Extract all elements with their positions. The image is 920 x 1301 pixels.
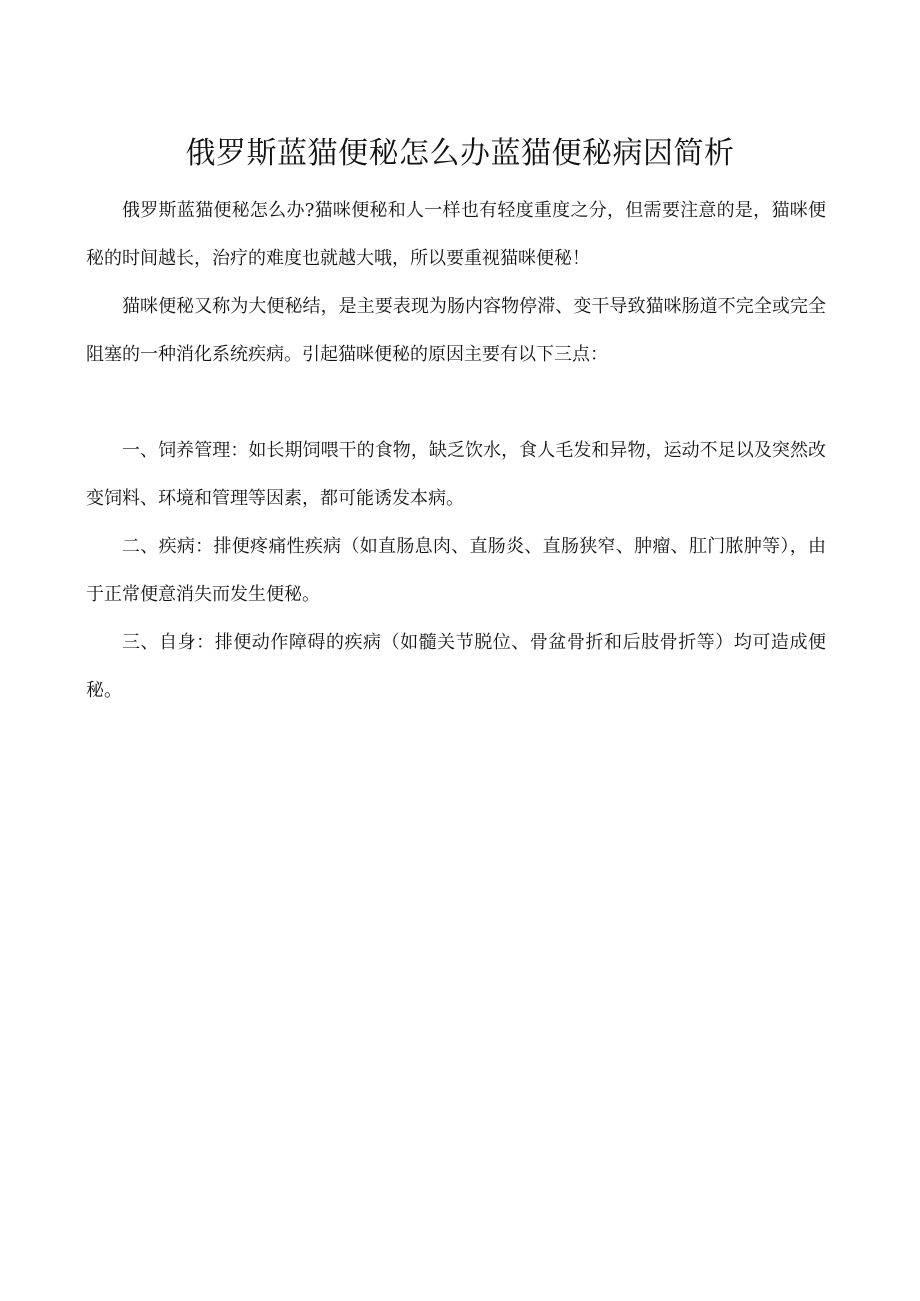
paragraph-cause-disease: 二、疾病：排便疼痛性疾病（如直肠息肉、直肠炎、直肠狭窄、肿瘤、肛门脓肿等），由于正常便意消失而发生便秘。 xyxy=(86,536,826,605)
document-body xyxy=(86,187,826,715)
paragraph-definition: 猫咪便秘又称为大便秘结，是主要表现为肠内容物停滞、变干导致猫咪肠道不完全或完全阻塞的一种消化系统疾病。引起猫咪便秘的原因主要有以下三点： xyxy=(86,296,826,365)
document-title: 俄罗斯蓝猫便秘怎么办蓝猫便秘病因简析 xyxy=(185,136,735,171)
paragraph-cause-self: 三、自身：排便动作障碍的疾病（如髓关节脱位、骨盆骨折和后肢骨折等）均可造成便秘。 xyxy=(86,632,826,701)
paragraph-intro: 俄罗斯蓝猫便秘怎么办?猫咪便秘和人一样也有轻度重度之分，但需要注意的是，猫咪便秘的时间越长，治疗的难度也就越大哦，所以要重视猫咪便秘！ xyxy=(86,200,826,269)
paragraph-cause-feeding: 一、饲养管理：如长期饲喂干的食物，缺乏饮水，食人毛发和异物，运动不足以及突然改变饲料、环境和管理等因素，都可能诱发本病。 xyxy=(86,440,826,509)
